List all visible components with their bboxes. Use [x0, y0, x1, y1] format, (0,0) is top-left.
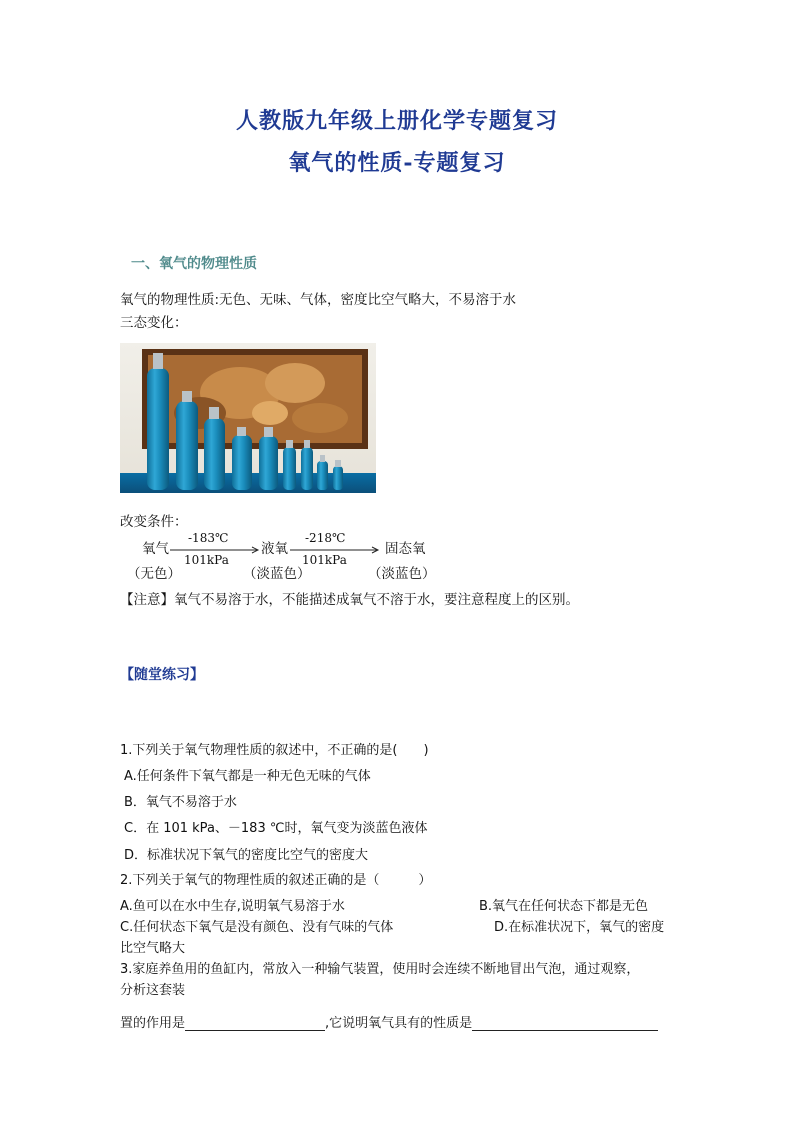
q2-option-a: A.鱼可以在水中生存,说明氧气易溶于水 — [120, 899, 345, 914]
q1-option-d: D．标准状况下氧气的密度比空气的密度大 — [124, 848, 369, 863]
eq-arrow-1 — [170, 546, 262, 554]
eq-temp-1: -183℃ — [188, 531, 229, 545]
eq-oxygen: 氧气 — [142, 541, 169, 557]
physical-properties-text: 氧气的物理性质:无色、无味、气体，密度比空气略大，不易溶于水 — [120, 292, 517, 308]
q1-stem: 1.下列关于氧气物理性质的叙述中，不正确的是( ) — [120, 743, 429, 758]
q2-stem: 2.下列关于氧气的物理性质的叙述正确的是（ ） — [120, 873, 432, 888]
q2-option-b: B.氧气在任何状态下都是无色 — [479, 899, 649, 914]
q3-line-3-part-a: 置的作用是 — [120, 1016, 186, 1031]
q1-option-b: B．氧气不易溶于水 — [124, 795, 237, 810]
q1-option-c: C．在 101 kPa、－183 ℃时，氧气变为淡蓝色液体 — [124, 821, 428, 836]
q1-option-a: A.任何条件下氧气都是一种无色无味的气体 — [124, 769, 371, 784]
eq-liquid-oxygen: 液氧 — [261, 541, 288, 557]
q3-line-1: 3.家庭养鱼用的鱼缸内，常放入一种输气装置，使用时会连续不断地冒出气泡，通过观察， — [120, 962, 640, 977]
eq-pressure-2: 101kPa — [302, 553, 347, 567]
eq-solid-oxygen: 固态氧 — [385, 541, 426, 557]
q3-line-2: 分析这套装 — [120, 983, 186, 998]
oxygen-cylinders-photo — [120, 343, 376, 493]
q3-answer-blank-2[interactable] — [472, 1030, 658, 1031]
section-heading-physical-properties: 一、氧气的物理性质 — [131, 256, 257, 272]
q3-line-3-part-b: ,它说明氧气具有的性质是 — [325, 1016, 473, 1031]
eq-pressure-1: 101kPa — [184, 553, 229, 567]
eq-temp-2: -218℃ — [305, 531, 346, 545]
page-title: 人教版九年级上册化学专题复习 — [235, 108, 558, 134]
eq-arrow-2 — [290, 546, 382, 554]
eq-liquid-color: （淡蓝色） — [243, 566, 311, 582]
q2-option-d: D.在标准状况下，氧气的密度 — [494, 920, 665, 935]
practice-heading: 【随堂练习】 — [120, 667, 204, 683]
q2-option-d-continued: 比空气略大 — [120, 941, 186, 956]
three-states-label: 三态变化： — [120, 315, 188, 331]
page-subtitle: 氧气的性质-专题复习 — [288, 150, 506, 176]
eq-oxygen-color: （无色） — [127, 566, 181, 582]
note-text: 【注意】氧气不易溶于水，不能描述成氧气不溶于水，要注意程度上的区别。 — [120, 592, 579, 608]
change-conditions-label: 改变条件： — [120, 514, 188, 530]
q3-line-3 — [120, 1012, 658, 1031]
q3-answer-blank-1[interactable] — [185, 1030, 325, 1031]
q2-option-c: C.任何状态下氧气是没有颜色、没有气味的气体 — [120, 920, 394, 935]
eq-solid-color: （淡蓝色） — [368, 566, 436, 582]
